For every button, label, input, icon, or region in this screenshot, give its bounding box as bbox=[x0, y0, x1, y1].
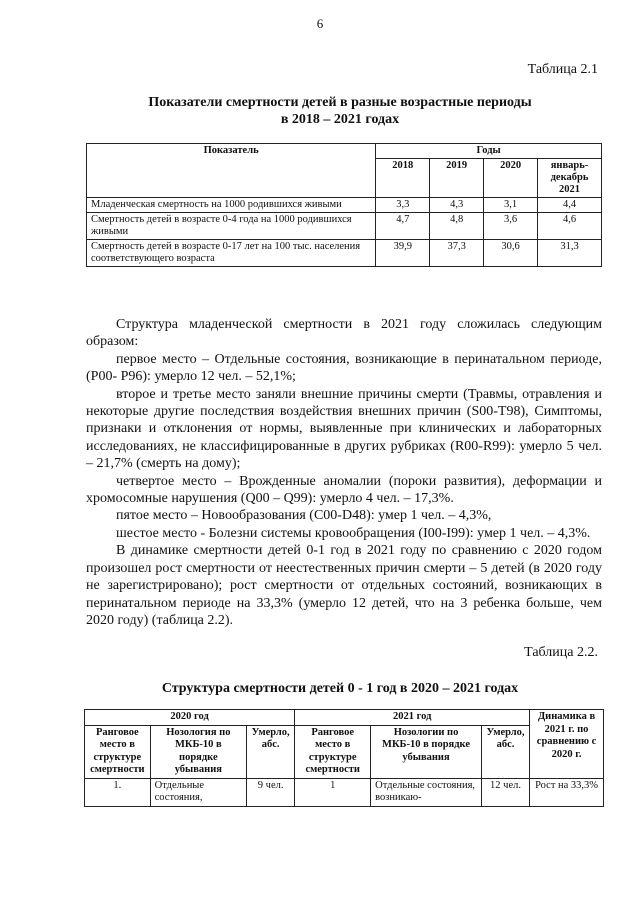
paragraph: первое место – Отдельные состояния, возникающие в перинатальном периоде, (Р00- Р96): умерло 12 чел. – 52,1%; bbox=[86, 351, 602, 385]
cell-value: 30,6 bbox=[484, 240, 538, 267]
header-group-2021: 2021 год bbox=[295, 710, 530, 726]
cell-value: 3,1 bbox=[484, 198, 538, 213]
header-rank-2021: Ранговое место в структуре смертности bbox=[295, 725, 371, 778]
cell-dynamics: Рост на 33,3% bbox=[530, 778, 604, 806]
body-text bbox=[86, 316, 602, 629]
cell-nosology-2020: Отдельные состояния, bbox=[150, 778, 246, 806]
cell-value: 37,3 bbox=[430, 240, 484, 267]
paragraph: В динамике смертности детей 0-1 год в 2021 году по сравнению с 2020 годом произошел рост смертности от неестественных причин смерти – 5 детей (в 2020 году не зарегистрировано); рост смертности от отдельных состояний, возникающих в перинатальном периоде на 33,3% (умерло 12 детей, что на 3 ребенка больше, чем 2020 году) (таблица 2.2). bbox=[86, 543, 602, 628]
row-label: Смертность детей в возрасте 0-4 года на 1000 родившихся живыми bbox=[87, 213, 376, 240]
header-died-2021: Умерло, абс. bbox=[481, 725, 529, 778]
header-indicator: Показатель bbox=[87, 144, 376, 198]
paragraph: второе и третье место заняли внешние причины смерти (Травмы, отравления и некоторые другие последствия воздействия внешних причин (S00-T98), Симптомы, признаки и отклонения от нормы, выявленные при клинических и лабораторных исследованиях, не классифицированные в других рубриках (R00-R99): умерло 5 чел. – 21,7% (смерть на дому); bbox=[86, 386, 602, 472]
header-group-2020: 2020 год bbox=[85, 710, 295, 726]
table-row bbox=[85, 778, 604, 806]
cell-value: 4,8 bbox=[430, 213, 484, 240]
paragraph: пятое место – Новообразования (С00-D48): умер 1 чел. – 4,3%, bbox=[116, 508, 492, 524]
header-rank-2020: Ранговое место в структуре смертности bbox=[85, 725, 151, 778]
table-2-1-title-line-1: Показатели смертности детей в разные возрастные периоды bbox=[148, 95, 532, 110]
table-2-1-title-line-2: в 2018 – 2021 годах bbox=[280, 112, 400, 127]
cell-died-2021: 12 чел. bbox=[481, 778, 529, 806]
cell-value: 4,6 bbox=[538, 213, 602, 240]
cell-value: 31,3 bbox=[538, 240, 602, 267]
cell-value: 3,6 bbox=[484, 213, 538, 240]
cell-value: 4,7 bbox=[376, 213, 430, 240]
cell-nosology-2021: Отдельные состояния, возникаю- bbox=[371, 778, 482, 806]
header-years: Годы bbox=[376, 144, 602, 159]
cell-value: 4,3 bbox=[430, 198, 484, 213]
header-died-2020: Умерло, абс. bbox=[247, 725, 295, 778]
header-year-2019: 2019 bbox=[430, 159, 484, 198]
cell-value: 39,9 bbox=[376, 240, 430, 267]
row-label: Младенческая смертность на 1000 родившихся живыми bbox=[87, 198, 376, 213]
header-year-2021: январь-декабрь 2021 bbox=[538, 159, 602, 198]
mortality-indicators-table bbox=[86, 143, 602, 267]
header-nosology-2021: Нозологии по МКБ-10 в порядке убывания bbox=[371, 725, 482, 778]
cell-rank-2021: 1 bbox=[295, 778, 371, 806]
table-2-1-title bbox=[60, 94, 620, 128]
paragraph: четвертое место – Врожденные аномалии (пороки развития), деформации и хромосомные нарушения (Q00 – Q99): умерло 4 чел. – 17,3%. bbox=[86, 473, 602, 507]
cell-value: 4,4 bbox=[538, 198, 602, 213]
page-number: 6 bbox=[316, 16, 324, 31]
paragraph: Структура младенческой смертности в 2021 году сложилась следующим образом: bbox=[86, 317, 602, 350]
table-2-1-label: Таблица 2.1 bbox=[527, 62, 598, 77]
header-dynamics: Динамика в 2021 г. по сравнению с 2020 г. bbox=[530, 710, 604, 779]
header-year-2020: 2020 bbox=[484, 159, 538, 198]
cell-died-2020: 9 чел. bbox=[247, 778, 295, 806]
table-row bbox=[87, 198, 602, 213]
table-row bbox=[87, 213, 602, 240]
row-label: Смертность детей в возрасте 0-17 лет на 100 тыс. населения соответствующего возраста bbox=[87, 240, 376, 267]
cell-value: 3,3 bbox=[376, 198, 430, 213]
table-2-2-label: Таблица 2.2. bbox=[524, 645, 598, 660]
cell-rank-2020: 1. bbox=[85, 778, 151, 806]
header-nosology-2020: Нозология по МКБ-10 в порядке убывания bbox=[150, 725, 246, 778]
table-2-2-title: Структура смертности детей 0 - 1 год в 2020 – 2021 годах bbox=[161, 681, 519, 696]
table-row bbox=[87, 240, 602, 267]
paragraph: шестое место - Болезни системы кровообращения (I00-I99): умер 1 чел. – 4,3%. bbox=[116, 525, 591, 541]
infant-mortality-structure-table bbox=[84, 709, 604, 807]
header-year-2018: 2018 bbox=[376, 159, 430, 198]
